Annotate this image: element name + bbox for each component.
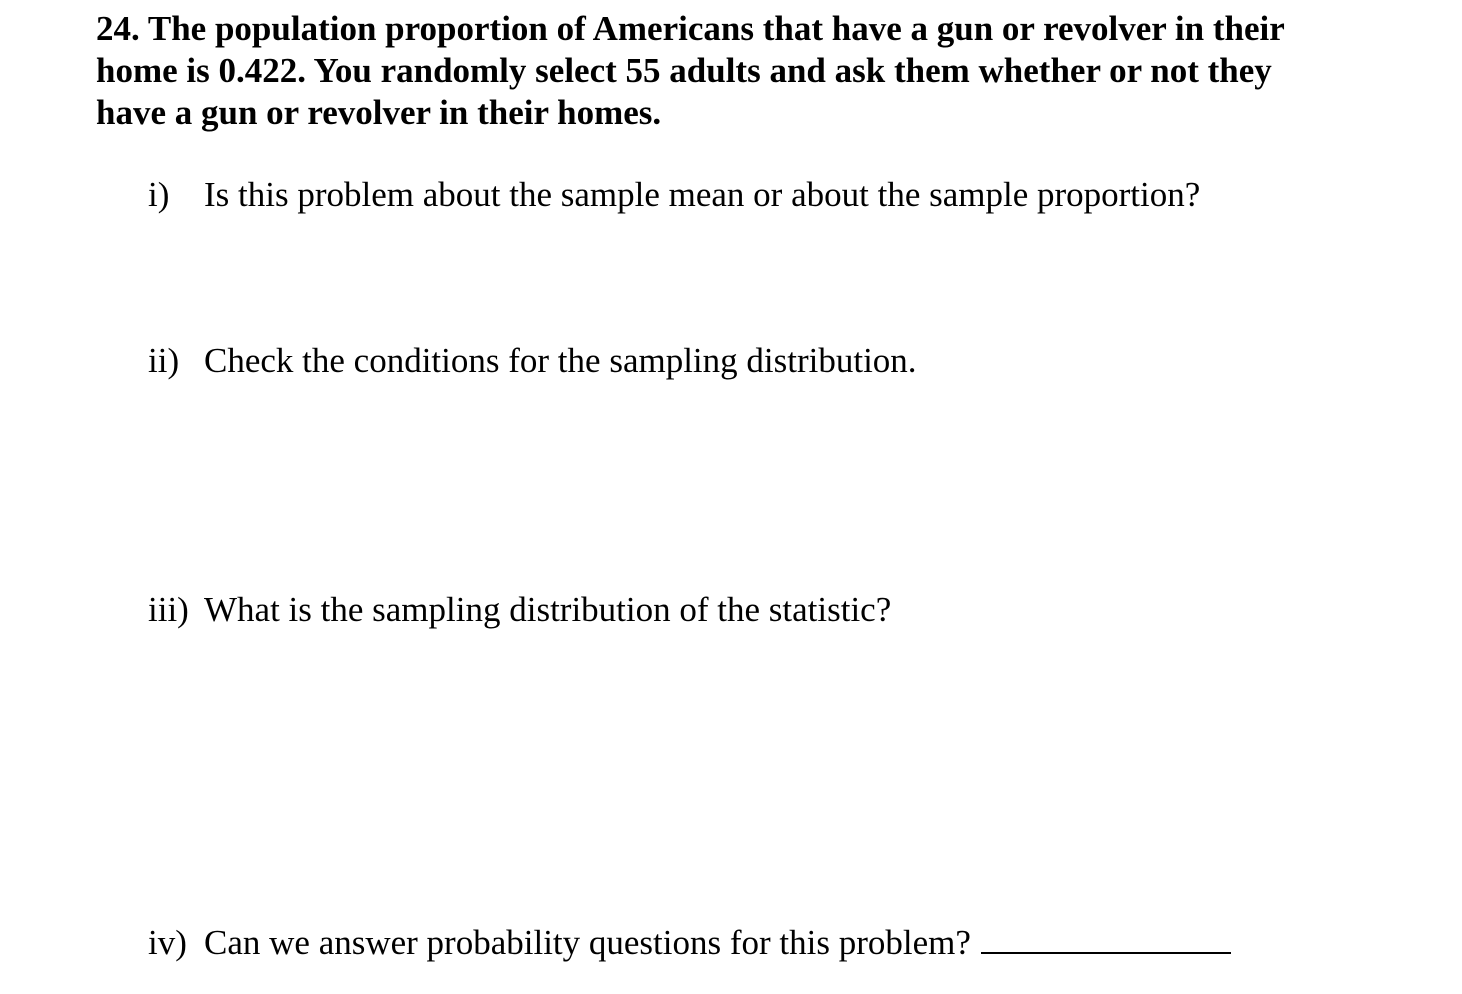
problem-line: 24. The population proportion of Americans that have a gun or revolver in their (96, 9, 1285, 48)
question-number: iv) (148, 923, 187, 962)
question-number: ii) (148, 341, 180, 380)
question-iii (148, 589, 891, 631)
question-iv (148, 922, 1231, 964)
question-number: i) (148, 175, 170, 214)
question-text: Can we answer probability questions for this problem? (204, 923, 971, 962)
problem-line: home is 0.422. You randomly select 55 adults and ask them whether or not they (96, 51, 1272, 90)
question-text: Check the conditions for the sampling distribution. (204, 341, 917, 380)
question-number: iii) (148, 590, 189, 629)
question-i (148, 174, 1200, 216)
question-text: What is the sampling distribution of the statistic? (204, 590, 892, 629)
problem-line: have a gun or revolver in their homes. (96, 93, 662, 132)
answer-blank-line[interactable] (981, 922, 1231, 954)
question-ii (148, 340, 917, 382)
question-text: Is this problem about the sample mean or about the sample proportion? (204, 175, 1201, 214)
problem-statement (96, 8, 1386, 134)
